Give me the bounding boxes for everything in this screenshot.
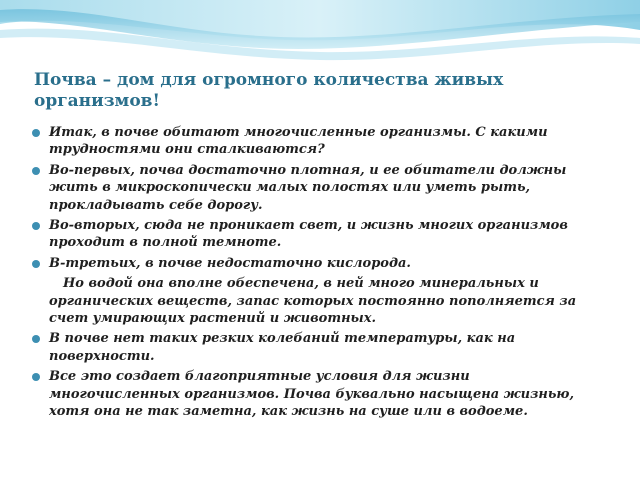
list-item-text: В-третьих, в почве недостаточно кислорода. — [49, 255, 411, 271]
list-item-text: Во-первых, почва достаточно плотная, и ее обитатели должны жить в микроскопически малых полостях или уметь рыть, прокладывать себе дорогу. — [49, 162, 567, 213]
bullet-icon — [32, 335, 40, 343]
page-title: Почва – дом для огромного количества живых организмов! — [34, 70, 504, 111]
bullet-icon — [32, 222, 40, 230]
list-item — [32, 275, 602, 327]
list-item-text: Итак, в почве обитают многочисленные организмы. С какими трудностями они сталкиваются? — [49, 125, 548, 158]
list-item — [32, 162, 602, 214]
list-item — [32, 124, 602, 159]
list-item-text: В почве нет таких резких колебаний температуры, как на поверхности. — [49, 331, 516, 364]
header-wave-banner — [0, 0, 640, 70]
list-item-text: Во-вторых, сюда не проникает свет, и жизнь многих организмов проходит в полной темноте. — [49, 218, 568, 251]
bullet-icon — [32, 260, 40, 268]
list-item-text: Но водой она вполне обеспечена, в ней много минеральных и органических веществ, запас которых постоянно пополняется за счет умирающих растений и животных. — [49, 276, 577, 327]
bullet-icon — [32, 129, 40, 137]
list-item-text: Все это создает благоприятные условия для жизни многочисленных организмов. Почва буквально насыщена жизнью, хотя она не так заметна, как жизнь на суше или в водоеме. — [49, 369, 574, 420]
bullet-icon — [32, 167, 40, 175]
bullet-icon — [32, 373, 40, 381]
list-item — [32, 217, 602, 252]
list-item — [32, 330, 602, 365]
list-item — [32, 255, 602, 272]
bullet-list — [32, 124, 602, 424]
list-item — [32, 368, 602, 420]
